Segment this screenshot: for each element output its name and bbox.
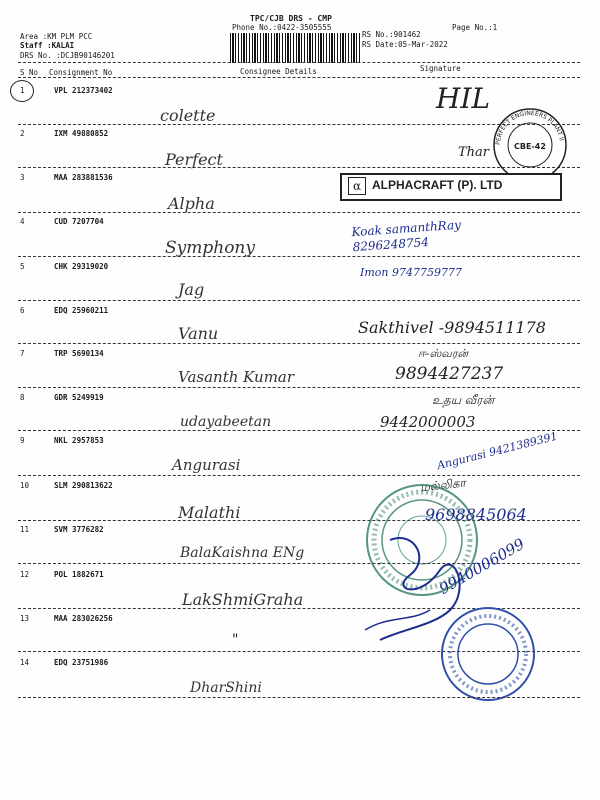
col-signature: Signature [420, 64, 461, 73]
barcode [230, 33, 360, 63]
doc-title: TPC/CJB DRS - CMP [250, 14, 332, 23]
row-sno: 6 [20, 306, 25, 315]
row-sno: 13 [20, 614, 30, 623]
row-sno: 14 [20, 658, 30, 667]
row-consignment: POL 1882671 [54, 570, 104, 579]
row-signature: Sakthivel -9894511178 [358, 318, 546, 337]
row-consignee: Jag [178, 280, 205, 299]
divider [18, 62, 580, 63]
row-signature: Koak samanthRay 8296248754 [351, 217, 462, 255]
rs-number: RS No.:901462 [362, 30, 421, 39]
col-sno: S No [20, 68, 39, 77]
row-consignee: Perfect [165, 150, 223, 169]
alphacraft-logo: α [348, 177, 366, 195]
row-sno: 5 [20, 262, 25, 271]
company-seal-stamp [438, 604, 538, 704]
row-signature: 9442000003 [380, 413, 476, 431]
row-consignment: CUD 7207704 [54, 217, 104, 226]
row-divider [18, 430, 580, 431]
row-consignee: Symphony [165, 238, 255, 258]
row-consignee: udayabeetan [180, 414, 272, 430]
row-consignee: " [232, 632, 239, 648]
tamil-signature: உதய வீரன் [432, 393, 495, 407]
rs-date: RS Date:05-Mar-2022 [362, 40, 448, 49]
row-sno: 4 [20, 217, 25, 226]
row-divider [18, 256, 580, 257]
tamil-signature: ஈ-ஸ்வரன் [418, 347, 469, 360]
row-signature: 9698845064 [425, 505, 527, 524]
stamp-code: CBE-42 [514, 142, 546, 151]
row-consignment: CHK 29319020 [54, 262, 109, 271]
row-consignee: BalaKaishna ENg [180, 545, 305, 561]
row-signature: 9894427237 [395, 364, 504, 384]
area-label: Area :KM PLM PCC [20, 32, 93, 41]
row-consignment: MAA 283881536 [54, 173, 113, 182]
row-consignment: EDQ 25960211 [54, 306, 109, 315]
row-consignee: LakShmiGraha [182, 590, 304, 609]
divider [18, 77, 580, 78]
row-sno: 12 [20, 570, 30, 579]
row-sno: 11 [20, 525, 30, 534]
page-number: Page No.:1 [452, 23, 498, 32]
row-consignment: SLM 290813622 [54, 481, 113, 490]
row-consignee: Vasanth Kumar [178, 368, 295, 386]
row-signature: HIL [436, 82, 491, 115]
row-sno: 7 [20, 349, 25, 358]
phone-number: Phone No.:0422-3505555 [232, 23, 332, 32]
row-divider [18, 343, 580, 344]
row-sno: 3 [20, 173, 25, 182]
staff-label: Staff :KALAI [20, 41, 75, 50]
row-divider [18, 212, 580, 213]
stamp-text: PERFECT ENGINEERS PLANT II [494, 109, 565, 146]
row-sno: 8 [20, 393, 25, 402]
row-consignee: Angurasi [172, 456, 241, 474]
row-signature: Angurasi 9421389391 [435, 429, 559, 473]
row-consignee: Vanu [178, 324, 219, 343]
row-sno: 10 [20, 481, 30, 490]
row-consignee: Malathi [178, 503, 241, 522]
row-consignee: colette [160, 106, 216, 125]
col-consignee: Consignee Details [240, 67, 317, 76]
alphacraft-name: ALPHACRAFT (P). LTD [372, 178, 503, 192]
row-divider [18, 475, 580, 476]
row-consignee: Alpha [168, 194, 215, 213]
tamil-signature: மல்லிகா [419, 475, 467, 495]
drs-number: DRS No. :DCJB90146201 [20, 51, 115, 60]
col-consignment: Consignment No [49, 68, 113, 77]
row-consignment: NKL 2957853 [54, 436, 104, 445]
row-divider [18, 387, 580, 388]
row-consignment: SVM 3776282 [54, 525, 104, 534]
row-signature: Imon 9747759777 [360, 266, 462, 279]
row-signature: 9940006099 [436, 534, 528, 598]
row-consignment: MAA 283026256 [54, 614, 113, 623]
row-consignment: IXM 49880852 [54, 129, 109, 138]
row-consignment: TRP 5690134 [54, 349, 104, 358]
row-divider [18, 697, 580, 698]
row-consignment: EDQ 23751986 [54, 658, 109, 667]
row-sno: 2 [20, 129, 25, 138]
row-consignment: GDR 5249919 [54, 393, 104, 402]
row-divider [18, 300, 580, 301]
alphacraft-stamp [340, 173, 562, 201]
svg-text:PERFECT ENGINEERS PLANT II [495, 110, 565, 145]
row-signature: Thar [458, 145, 490, 160]
row-consignee: DharShini [190, 680, 262, 696]
row-sno: 9 [20, 436, 25, 445]
row-consignment: VPL 212373402 [54, 86, 113, 95]
row-sno: 1 [20, 86, 25, 95]
